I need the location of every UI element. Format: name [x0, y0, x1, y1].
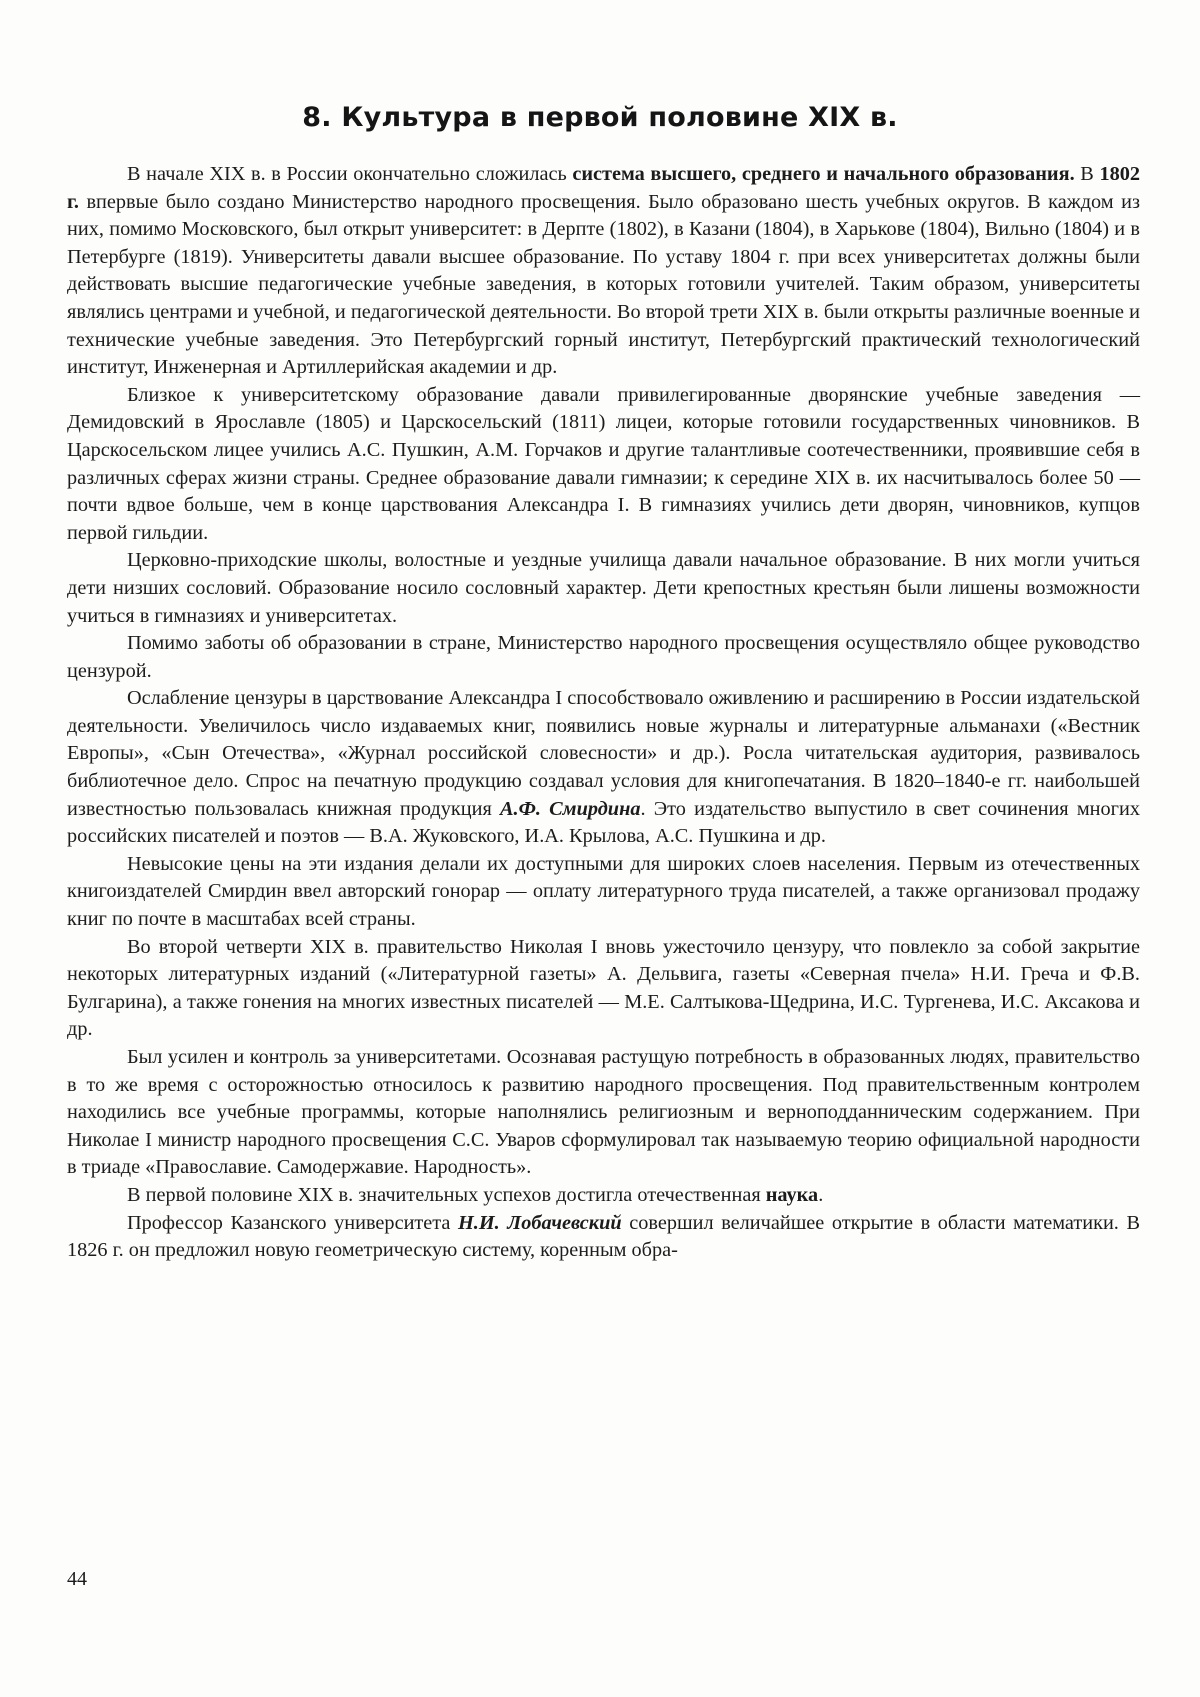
page-title: 8. Культура в первой половине XIX в.	[302, 102, 898, 133]
text-run: совершил величайшее открытие в области математики. В 1826 г. он предложил новую геометрическую систему, коренным обра-	[67, 1211, 1141, 1262]
text-run: Ослабление цензуры в царствование Александра I способствовало оживлению и расширению в России издательской деятельности. Увеличилось число издаваемых книг, появились новые журналы и литературные альманахи («Вестник Европы», «Сын Отечества», «Журнал российской словесности» и др.). Росла читательская аудитория, развивалось библиотечное дело. Спрос на печатную продукцию создавал условия для книгопечатания. В 1820–1840-е гг. наибольшей известностью пользовалась книжная продукция	[67, 687, 1140, 820]
text-run: .	[818, 1183, 824, 1206]
text-run: В	[1074, 163, 1100, 185]
bold-italic-name-smirdin: А.Ф. Смирдина	[500, 797, 641, 820]
paragraph-nicholas-censorship: Во второй четверти XIX в. правительство Николая I вновь ужесточило цензуру, что повлекло за собой закрытие некоторых литературных изданий («Литературной газеты» А. Дельвига, газеты «Северная пчела» Н.И. Греча и Ф.В. Булгарина), а также гонения на многих известных писателей — М.Е. Салтыкова-Щедрина, И.С. Тургенева, И.С. Аксакова и др.	[67, 935, 1140, 1041]
bold-term-science: наука	[765, 1183, 819, 1206]
paragraph-science	[67, 1182, 1140, 1210]
page-body	[67, 161, 1140, 1265]
text-run: Профессор Казанского университета	[127, 1211, 459, 1234]
text-run: . Это издательство выпустило в свет сочинения многих российских писателей и поэтов — В.А. Жуковского, И.А. Крылова, А.С. Пушкина и др.	[67, 797, 1140, 848]
page-number: 44	[67, 1568, 87, 1590]
paragraph-censorship-ministry: Помимо заботы об образовании в стране, Министерство народного просвещения осуществляло общее руководство цензурой.	[67, 632, 1140, 682]
text-run: В начале XIX в. в России окончательно сложилась	[127, 163, 573, 185]
bold-year-1802: 1802 г.	[67, 163, 1140, 213]
bold-italic-name-lobachevsky: Н.И. Лобачевский	[458, 1211, 622, 1234]
paragraph-education-system	[67, 161, 1140, 382]
paragraph-publishing	[67, 685, 1140, 851]
paragraph-smirdin: Невысокие цены на эти издания делали их доступными для широких слоев населения. Первым из отечественных книгоиздателей Смирдин ввел авторский гонорар — оплату литературного труда писателей, а также организовал продажу книг по почте в масштабах всей страны.	[67, 852, 1140, 931]
bold-term-education-system: система высшего, среднего и начального образования.	[572, 163, 1075, 185]
paragraph-lobachevsky	[67, 1210, 1140, 1265]
text-run: В первой половине XIX в. значительных успехов достигла отечественная	[127, 1183, 766, 1206]
text-run: впервые было создано Министерство народного просвещения. Было образовано шесть учебных округов. В каждом из них, помимо Московского, был открыт университет: в Дерпте (1802), в Казани (1804), в Харькове (1804), Вильно (1804) и в Петербурге (1819). Университеты давали высшее образование. По уставу 1804 г. при всех университетах должны были действовать высшие педагогические учебные заведения, в которых готовили учителей. Таким образом, университеты являлись центрами и учебной, и педагогической деятельности. Во второй трети XIX в. были открыты различные военные и технические учебные заведения. Это Петербургский горный институт, Петербургский практический технологический институт, Инженерная и Артиллерийская академии и др.	[67, 190, 1140, 379]
paragraph-university-control: Был усилен и контроль за университетами. Осознавая растущую потребность в образованных людях, правительство в то же время с осторожностью относилось к развитию народного просвещения. Под правительственным контролем находились все учебные программы, которые наполнялись религиозным и верноподданническим содержанием. При Николае I министр народного просвещения С.С. Уваров сформулировал так называемую теорию официальной народности в триаде «Православие. Самодержавие. Народность».	[67, 1046, 1140, 1179]
paragraph-lyceums: Близкое к университетскому образование давали привилегированные дворянские учебные заведения — Демидовский в Ярославле (1805) и Царскосельский (1811) лицеи, которые готовили государственных чиновников. В Царскосельском лицее учились А.С. Пушкин, А.М. Горчаков и другие талантливые соотечественники, проявившие себя в различных сферах жизни страны. Среднее образование давали гимназии; к середине XIX в. их насчитывалось более 50 — почти вдвое больше, чем в конце царствования Александра I. В гимназиях учились дети дворян, чиновников, купцов первой гильдии.	[67, 383, 1140, 544]
paragraph-parish-schools: Церковно-приходские школы, волостные и уездные училища давали начальное образование. В них могли учиться дети низших сословий. Образование носило сословный характер. Дети крепостных крестьян были лишены возможности учиться в гимназиях и университетах.	[67, 549, 1140, 627]
